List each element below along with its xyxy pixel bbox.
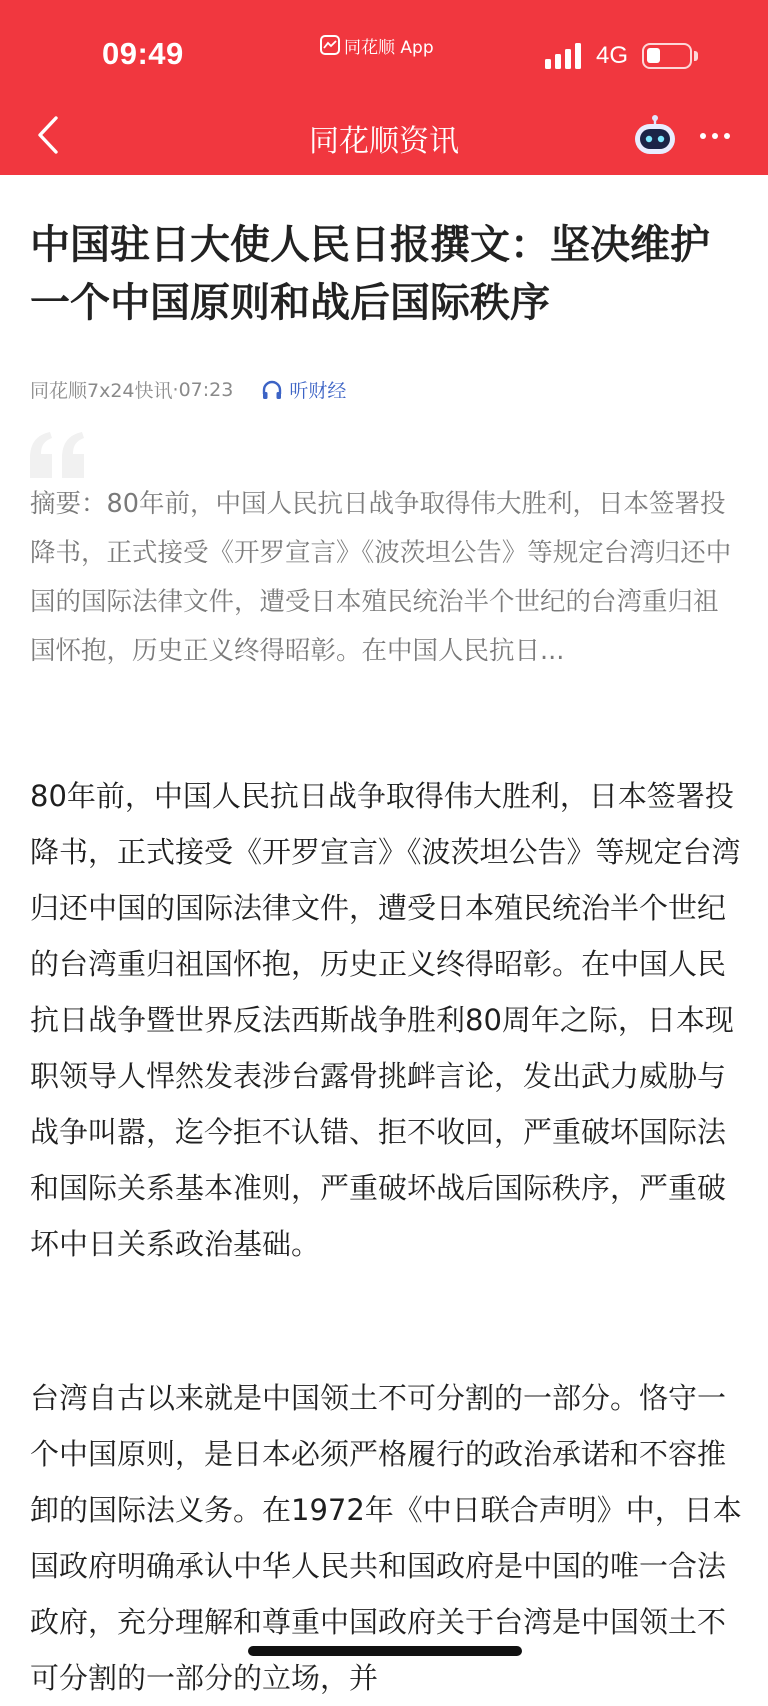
article-paragraph: 80年前，中国人民抗日战争取得伟大胜利，日本签署投降书，正式接受《开罗宣言》《波茨坦公告》等规定台湾归还中国的国际法律文件，遭受日本殖民统治半个世纪的台湾重归祖国怀抱，历史正义终得昭彰。在中国人民抗日战争暨世界反法西斯战争胜利80周年之际，日本现职领导人悍然发表涉台露骨挑衅言论，发出武力威胁与战争叫嚣，迄今拒不认错、拒不收回，严重破坏国际法和国际关系基本准则，严重破坏战后国际秩序，严重破坏中日关系政治基础。 — [30, 779, 741, 1261]
status-app-indicator[interactable] — [320, 33, 434, 57]
headphones-icon — [261, 380, 283, 400]
app-logo-icon — [320, 35, 340, 55]
status-time: 09:49 — [102, 36, 184, 71]
article-source: 同花顺7x24快讯 — [30, 380, 173, 402]
article-meta — [30, 376, 346, 403]
listen-label: 听财经 — [289, 380, 347, 402]
nav-title: 同花顺资讯 — [309, 124, 459, 159]
battery-tip — [694, 51, 698, 61]
app-header — [0, 0, 768, 175]
battery-icon — [642, 43, 692, 69]
article-title: 中国驻日大使人民日报撰文：坚决维护一个中国原则和战后国际秩序 — [30, 222, 710, 326]
dot-icon — [712, 133, 718, 139]
status-app-label: 同花顺 App — [344, 37, 434, 58]
dot-icon — [700, 133, 706, 139]
more-options-button[interactable] — [692, 118, 738, 154]
article-paragraph: 台湾自古以来就是中国领土不可分割的一部分。恪守一个中国原则，是日本必须严格履行的政治承诺和不容推卸的国际法义务。在1972年《中日联合声明》中，日本国政府明确承认中华人民共和国政府是中国的唯一合法政府，充分理解和尊重中国政府关于台湾是中国领土不可分割的一部分的立场，并 — [30, 1381, 742, 1695]
dot-icon — [724, 133, 730, 139]
signal-icon — [545, 43, 581, 69]
article-summary: 摘要：80年前，中国人民抗日战争取得伟大胜利，日本签署投降书，正式接受《开罗宣言》《波茨坦公告》等规定台湾归还中国的国际法律文件，遭受日本殖民统治半个世纪的台湾重归祖国怀抱，历史正义终得昭彰。在中国人民抗日... — [30, 489, 732, 666]
assistant-bot-button[interactable] — [632, 114, 678, 158]
article-time: 07:23 — [178, 378, 234, 401]
network-type: 4G — [596, 42, 629, 69]
home-indicator[interactable] — [248, 1646, 522, 1656]
listen-audio-button[interactable] — [261, 376, 346, 403]
quote-icon — [28, 430, 92, 480]
robot-icon — [632, 114, 678, 158]
meta-separator: · — [172, 378, 179, 401]
